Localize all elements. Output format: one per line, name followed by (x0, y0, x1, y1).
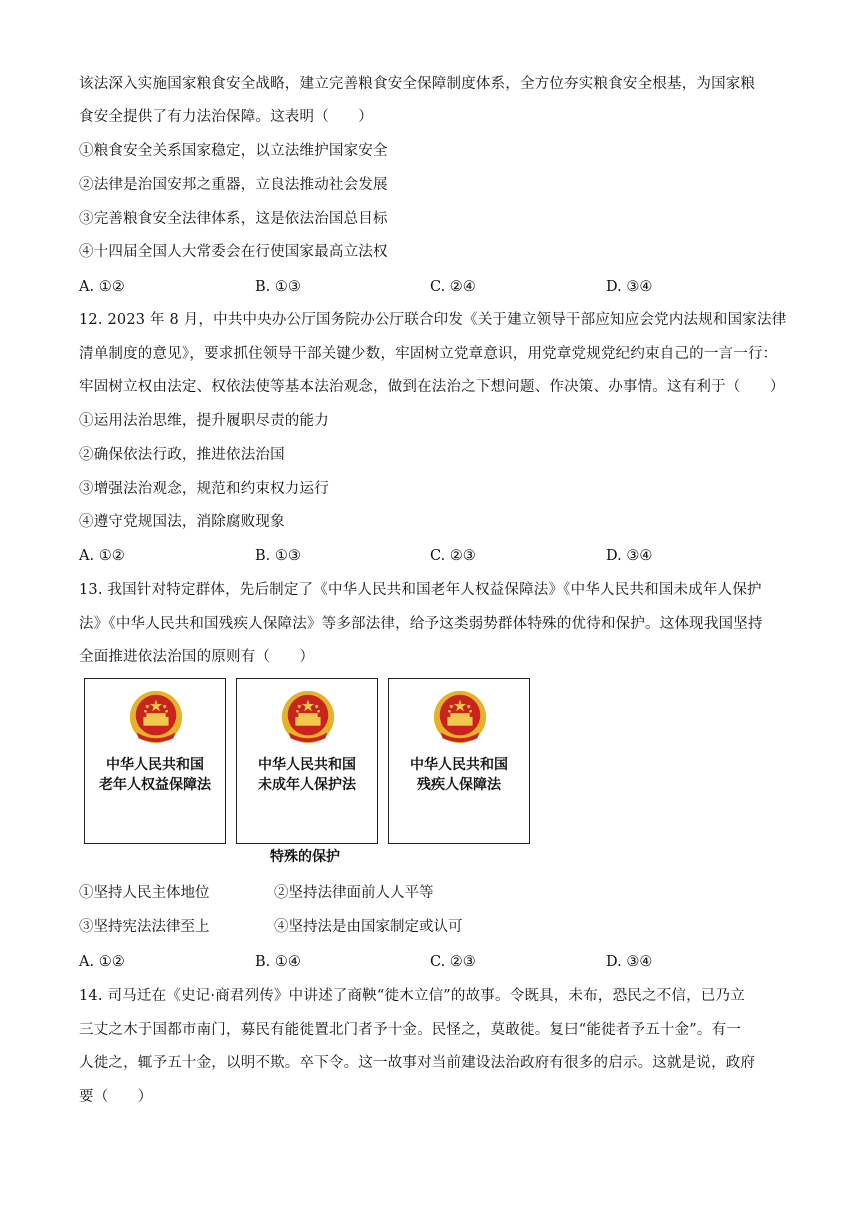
q13-stem-line-1: 13. 我国针对特定群体，先后制定了《中华人民共和国老年人权益保障法》《中华人民共和国未成年人保护 (79, 582, 762, 598)
q13-item-1: ①坚持人民主体地位 (79, 885, 210, 901)
q13-stem-line-2: 法》《中华人民共和国残疾人保障法》等多部法律，给予这类弱势群体特殊的优待和保护。这体现我国坚持 (79, 616, 763, 632)
q14-stem-line-4: 要（ ） (79, 1089, 153, 1105)
q11-item-1: ①粮食安全关系国家稳定，以立法维护国家安全 (79, 143, 388, 159)
national-emblem-icon (127, 688, 185, 746)
law-card-disabled-title: 中华人民共和国 残疾人保障法 (410, 757, 508, 793)
q13-item-2: ②坚持法律面前人人平等 (274, 885, 434, 901)
q11-option-a[interactable]: A. ①② (79, 279, 125, 295)
q12-option-b[interactable]: B. ①③ (255, 548, 301, 564)
q14-stem-line-2: 三丈之木于国都市南门，募民有能徙置北门者予十金。民怪之，莫敢徙。复曰“能徙者予五十金”。有一 (79, 1022, 742, 1038)
q13-item-4: ④坚持法是由国家制定或认可 (274, 919, 463, 935)
q13-option-d[interactable]: D. ③④ (606, 954, 653, 970)
q11-stem-line-1: 该法深入实施国家粮食安全战略，建立完善粮食安全保障制度体系，全方位夯实粮食安全根基，为国家粮 (79, 76, 756, 92)
law-card-elderly (84, 678, 226, 844)
law-card-elderly-title: 中华人民共和国 老年人权益保障法 (99, 757, 211, 793)
q12-item-2: ②确保依法行政，推进依法治国 (79, 447, 285, 463)
law-card-disabled (388, 678, 530, 844)
law-books-figure (84, 678, 534, 868)
q13-option-b[interactable]: B. ①④ (255, 954, 301, 970)
q12-option-d[interactable]: D. ③④ (606, 548, 653, 564)
q14-stem-line-1: 14. 司马迁在《史记·商君列传》中讲述了商鞅“徙木立信”的故事。令既具，未布，恐民之不信，已乃立 (79, 988, 745, 1004)
law-card-minors (236, 678, 378, 844)
q12-option-c[interactable]: C. ②③ (430, 548, 476, 564)
national-emblem-icon (431, 688, 489, 746)
q12-item-3: ③增强法治观念，规范和约束权力运行 (79, 481, 329, 497)
q13-item-3: ③坚持宪法法律至上 (79, 919, 210, 935)
q11-option-b[interactable]: B. ①③ (255, 279, 301, 295)
q11-stem-line-2: 食安全提供了有力法治保障。这表明（ ） (79, 109, 373, 125)
q12-stem-line-2: 清单制度的意见》，要求抓住领导干部关键少数，牢固树立党章意识，用党章党规党纪约束自己的一言一行： (79, 346, 778, 362)
q12-stem-line-3: 牢固树立权由法定、权依法使等基本法治观念，做到在法治之下想问题、作决策、办事情。这有利于（ ） (79, 379, 785, 395)
q12-stem-line-1: 12. 2023 年 8 月，中共中央办公厅国务院办公厅联合印发《关于建立领导干部应知应会党内法规和国家法律 (79, 312, 787, 328)
q13-option-a[interactable]: A. ①② (79, 954, 125, 970)
q11-option-d[interactable]: D. ③④ (606, 279, 653, 295)
national-emblem-icon (279, 688, 337, 746)
figure-caption: 特殊的保护 (270, 849, 340, 865)
q11-option-c[interactable]: C. ②④ (430, 279, 476, 295)
q11-item-4: ④十四届全国人大常委会在行使国家最高立法权 (79, 244, 388, 260)
q12-option-a[interactable]: A. ①② (79, 548, 125, 564)
q13-stem-line-3: 全面推进依法治国的原则有（ ） (79, 649, 315, 665)
q11-item-3: ③完善粮食安全法律体系，这是依法治国总目标 (79, 211, 388, 227)
law-card-minors-title: 中华人民共和国 未成年人保护法 (258, 757, 356, 793)
q11-item-2: ②法律是治国安邦之重器，立良法推动社会发展 (79, 177, 388, 193)
q13-option-c[interactable]: C. ②③ (430, 954, 476, 970)
q12-item-1: ①运用法治思维，提升履职尽责的能力 (79, 413, 329, 429)
q14-stem-line-3: 人徙之，辄予五十金，以明不欺。卒下令。这一故事对当前建设法治政府有很多的启示。这就是说，政府 (79, 1055, 756, 1071)
q12-item-4: ④遵守党规国法，消除腐败现象 (79, 514, 285, 530)
